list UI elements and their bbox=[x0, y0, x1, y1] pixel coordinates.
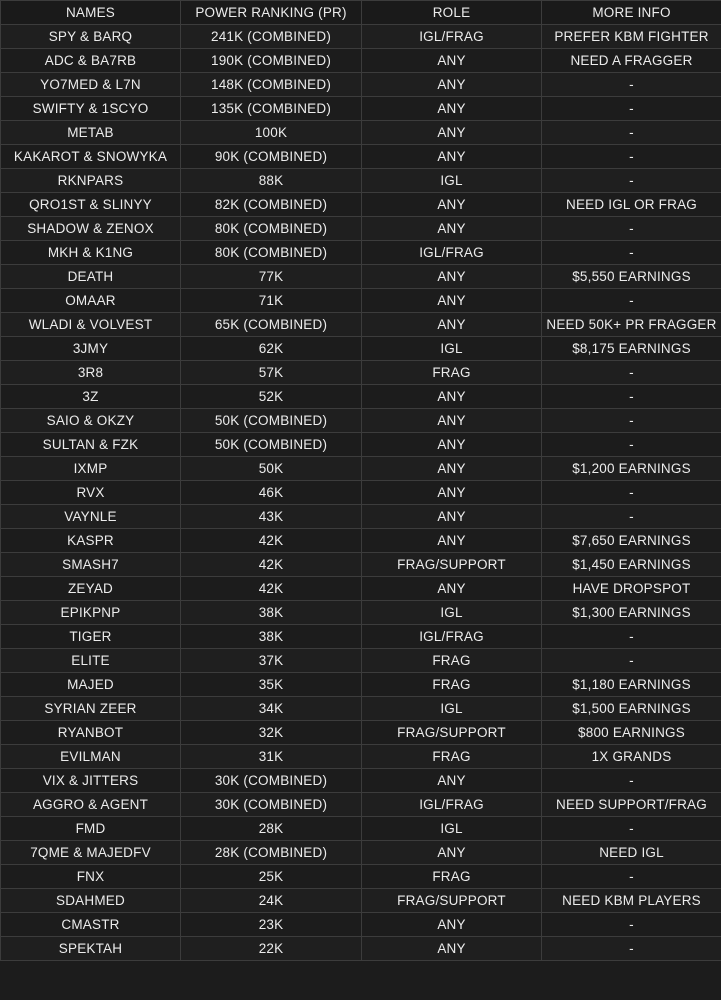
cell-role: FRAG/SUPPORT bbox=[362, 889, 542, 913]
cell-power-ranking: 35K bbox=[181, 673, 362, 697]
cell-power-ranking: 22K bbox=[181, 937, 362, 961]
cell-power-ranking: 77K bbox=[181, 265, 362, 289]
cell-name: WLADI & VOLVEST bbox=[1, 313, 181, 337]
cell-power-ranking: 31K bbox=[181, 745, 362, 769]
table-header bbox=[1, 1, 721, 25]
cell-more-info: - bbox=[542, 217, 721, 241]
cell-more-info: - bbox=[542, 505, 721, 529]
cell-more-info: - bbox=[542, 913, 721, 937]
cell-more-info: - bbox=[542, 625, 721, 649]
table-row bbox=[1, 505, 721, 529]
cell-power-ranking: 71K bbox=[181, 289, 362, 313]
cell-role: ANY bbox=[362, 841, 542, 865]
cell-more-info: PREFER KBM FIGHTER bbox=[542, 25, 721, 49]
cell-power-ranking: 135K (COMBINED) bbox=[181, 97, 362, 121]
cell-role: IGL bbox=[362, 697, 542, 721]
cell-role: FRAG/SUPPORT bbox=[362, 721, 542, 745]
table-row bbox=[1, 433, 721, 457]
cell-more-info: $7,650 EARNINGS bbox=[542, 529, 721, 553]
cell-power-ranking: 100K bbox=[181, 121, 362, 145]
cell-name: ELITE bbox=[1, 649, 181, 673]
table-row bbox=[1, 361, 721, 385]
table-row bbox=[1, 913, 721, 937]
cell-power-ranking: 50K (COMBINED) bbox=[181, 409, 362, 433]
table-row bbox=[1, 457, 721, 481]
table-row bbox=[1, 841, 721, 865]
cell-role: ANY bbox=[362, 937, 542, 961]
table-row bbox=[1, 577, 721, 601]
cell-power-ranking: 32K bbox=[181, 721, 362, 745]
cell-power-ranking: 34K bbox=[181, 697, 362, 721]
table-row bbox=[1, 169, 721, 193]
cell-name: FNX bbox=[1, 865, 181, 889]
table-row bbox=[1, 121, 721, 145]
cell-name: EPIKPNP bbox=[1, 601, 181, 625]
cell-power-ranking: 90K (COMBINED) bbox=[181, 145, 362, 169]
table-row bbox=[1, 649, 721, 673]
cell-more-info: NEED 50K+ PR FRAGGER bbox=[542, 313, 721, 337]
table-row bbox=[1, 697, 721, 721]
cell-power-ranking: 42K bbox=[181, 529, 362, 553]
cell-role: ANY bbox=[362, 265, 542, 289]
cell-name: MAJED bbox=[1, 673, 181, 697]
cell-role: ANY bbox=[362, 505, 542, 529]
cell-more-info: - bbox=[542, 649, 721, 673]
table-row bbox=[1, 481, 721, 505]
table-row bbox=[1, 49, 721, 73]
cell-power-ranking: 38K bbox=[181, 601, 362, 625]
cell-name: SPY & BARQ bbox=[1, 25, 181, 49]
cell-role: IGL bbox=[362, 169, 542, 193]
cell-power-ranking: 23K bbox=[181, 913, 362, 937]
table-row bbox=[1, 241, 721, 265]
cell-power-ranking: 37K bbox=[181, 649, 362, 673]
cell-name: 3R8 bbox=[1, 361, 181, 385]
cell-name: SDAHMED bbox=[1, 889, 181, 913]
cell-more-info: $1,450 EARNINGS bbox=[542, 553, 721, 577]
cell-power-ranking: 50K bbox=[181, 457, 362, 481]
cell-more-info: $5,550 EARNINGS bbox=[542, 265, 721, 289]
cell-more-info: - bbox=[542, 145, 721, 169]
cell-role: ANY bbox=[362, 769, 542, 793]
cell-more-info: - bbox=[542, 121, 721, 145]
cell-role: ANY bbox=[362, 433, 542, 457]
cell-role: ANY bbox=[362, 217, 542, 241]
table-row bbox=[1, 601, 721, 625]
cell-more-info: $1,180 EARNINGS bbox=[542, 673, 721, 697]
cell-name: TIGER bbox=[1, 625, 181, 649]
table-row bbox=[1, 25, 721, 49]
cell-name: METAB bbox=[1, 121, 181, 145]
cell-name: SHADOW & ZENOX bbox=[1, 217, 181, 241]
cell-name: VAYNLE bbox=[1, 505, 181, 529]
cell-role: ANY bbox=[362, 481, 542, 505]
cell-power-ranking: 65K (COMBINED) bbox=[181, 313, 362, 337]
cell-role: ANY bbox=[362, 73, 542, 97]
column-header-more-info: MORE INFO bbox=[542, 1, 721, 25]
cell-name: 7QME & MAJEDFV bbox=[1, 841, 181, 865]
cell-name: SAIO & OKZY bbox=[1, 409, 181, 433]
cell-name: IXMP bbox=[1, 457, 181, 481]
cell-role: IGL bbox=[362, 817, 542, 841]
cell-name: CMASTR bbox=[1, 913, 181, 937]
header-row bbox=[1, 1, 721, 25]
cell-power-ranking: 25K bbox=[181, 865, 362, 889]
cell-role: ANY bbox=[362, 193, 542, 217]
table-row bbox=[1, 793, 721, 817]
cell-name: EVILMAN bbox=[1, 745, 181, 769]
table-row bbox=[1, 73, 721, 97]
cell-power-ranking: 50K (COMBINED) bbox=[181, 433, 362, 457]
cell-more-info: $1,200 EARNINGS bbox=[542, 457, 721, 481]
table-row bbox=[1, 817, 721, 841]
cell-power-ranking: 43K bbox=[181, 505, 362, 529]
cell-role: ANY bbox=[362, 49, 542, 73]
table-row bbox=[1, 937, 721, 961]
cell-role: IGL bbox=[362, 337, 542, 361]
cell-role: ANY bbox=[362, 145, 542, 169]
cell-name: QRO1ST & SLINYY bbox=[1, 193, 181, 217]
cell-power-ranking: 88K bbox=[181, 169, 362, 193]
table-row bbox=[1, 409, 721, 433]
cell-power-ranking: 148K (COMBINED) bbox=[181, 73, 362, 97]
cell-role: IGL/FRAG bbox=[362, 625, 542, 649]
cell-more-info: - bbox=[542, 73, 721, 97]
cell-more-info: - bbox=[542, 241, 721, 265]
cell-more-info: - bbox=[542, 433, 721, 457]
cell-name: AGGRO & AGENT bbox=[1, 793, 181, 817]
table-row bbox=[1, 721, 721, 745]
cell-power-ranking: 42K bbox=[181, 553, 362, 577]
table-row bbox=[1, 337, 721, 361]
cell-more-info: - bbox=[542, 865, 721, 889]
cell-role: ANY bbox=[362, 529, 542, 553]
cell-name: ZEYAD bbox=[1, 577, 181, 601]
cell-more-info: - bbox=[542, 97, 721, 121]
table-row bbox=[1, 625, 721, 649]
cell-power-ranking: 62K bbox=[181, 337, 362, 361]
cell-power-ranking: 28K (COMBINED) bbox=[181, 841, 362, 865]
cell-power-ranking: 30K (COMBINED) bbox=[181, 769, 362, 793]
cell-power-ranking: 38K bbox=[181, 625, 362, 649]
cell-name: ADC & BA7RB bbox=[1, 49, 181, 73]
cell-more-info: - bbox=[542, 409, 721, 433]
cell-role: ANY bbox=[362, 409, 542, 433]
cell-more-info: $1,300 EARNINGS bbox=[542, 601, 721, 625]
cell-role: IGL/FRAG bbox=[362, 25, 542, 49]
table-row bbox=[1, 673, 721, 697]
cell-role: FRAG bbox=[362, 673, 542, 697]
cell-more-info: HAVE DROPSPOT bbox=[542, 577, 721, 601]
cell-more-info: $800 EARNINGS bbox=[542, 721, 721, 745]
cell-name: RYANBOT bbox=[1, 721, 181, 745]
cell-power-ranking: 46K bbox=[181, 481, 362, 505]
cell-role: FRAG bbox=[362, 649, 542, 673]
cell-name: 3JMY bbox=[1, 337, 181, 361]
cell-more-info: 1X GRANDS bbox=[542, 745, 721, 769]
cell-more-info: - bbox=[542, 385, 721, 409]
cell-name: SULTAN & FZK bbox=[1, 433, 181, 457]
cell-role: ANY bbox=[362, 913, 542, 937]
column-header-role: ROLE bbox=[362, 1, 542, 25]
cell-name: SPEKTAH bbox=[1, 937, 181, 961]
cell-name: 3Z bbox=[1, 385, 181, 409]
cell-role: ANY bbox=[362, 577, 542, 601]
cell-power-ranking: 190K (COMBINED) bbox=[181, 49, 362, 73]
cell-name: OMAAR bbox=[1, 289, 181, 313]
cell-role: FRAG/SUPPORT bbox=[362, 553, 542, 577]
cell-more-info: - bbox=[542, 169, 721, 193]
cell-name: DEATH bbox=[1, 265, 181, 289]
cell-power-ranking: 80K (COMBINED) bbox=[181, 241, 362, 265]
table-row bbox=[1, 889, 721, 913]
cell-role: ANY bbox=[362, 121, 542, 145]
cell-more-info: - bbox=[542, 481, 721, 505]
cell-more-info: $1,500 EARNINGS bbox=[542, 697, 721, 721]
table-row bbox=[1, 769, 721, 793]
cell-power-ranking: 57K bbox=[181, 361, 362, 385]
cell-power-ranking: 82K (COMBINED) bbox=[181, 193, 362, 217]
cell-role: ANY bbox=[362, 289, 542, 313]
table-row bbox=[1, 385, 721, 409]
cell-power-ranking: 24K bbox=[181, 889, 362, 913]
table-row bbox=[1, 289, 721, 313]
cell-power-ranking: 42K bbox=[181, 577, 362, 601]
table-body bbox=[1, 25, 721, 961]
cell-name: RKNPARS bbox=[1, 169, 181, 193]
cell-name: MKH & K1NG bbox=[1, 241, 181, 265]
cell-name: KASPR bbox=[1, 529, 181, 553]
cell-power-ranking: 28K bbox=[181, 817, 362, 841]
table-row bbox=[1, 97, 721, 121]
table-row bbox=[1, 553, 721, 577]
cell-power-ranking: 80K (COMBINED) bbox=[181, 217, 362, 241]
cell-more-info: NEED IGL OR FRAG bbox=[542, 193, 721, 217]
cell-name: YO7MED & L7N bbox=[1, 73, 181, 97]
cell-more-info: - bbox=[542, 289, 721, 313]
cell-more-info: - bbox=[542, 817, 721, 841]
cell-power-ranking: 52K bbox=[181, 385, 362, 409]
cell-name: VIX & JITTERS bbox=[1, 769, 181, 793]
table-row bbox=[1, 193, 721, 217]
cell-role: FRAG bbox=[362, 865, 542, 889]
cell-more-info: NEED KBM PLAYERS bbox=[542, 889, 721, 913]
cell-role: ANY bbox=[362, 385, 542, 409]
cell-role: FRAG bbox=[362, 745, 542, 769]
cell-name: SMASH7 bbox=[1, 553, 181, 577]
cell-name: SYRIAN ZEER bbox=[1, 697, 181, 721]
cell-role: ANY bbox=[362, 457, 542, 481]
cell-power-ranking: 30K (COMBINED) bbox=[181, 793, 362, 817]
cell-role: ANY bbox=[362, 313, 542, 337]
column-header-names: NAMES bbox=[1, 1, 181, 25]
cell-more-info: - bbox=[542, 769, 721, 793]
table-row bbox=[1, 265, 721, 289]
cell-name: FMD bbox=[1, 817, 181, 841]
column-header-power-ranking: POWER RANKING (PR) bbox=[181, 1, 362, 25]
cell-name: SWIFTY & 1SCYO bbox=[1, 97, 181, 121]
cell-more-info: $8,175 EARNINGS bbox=[542, 337, 721, 361]
cell-role: ANY bbox=[362, 97, 542, 121]
table-row bbox=[1, 529, 721, 553]
cell-role: IGL/FRAG bbox=[362, 793, 542, 817]
cell-name: RVX bbox=[1, 481, 181, 505]
cell-more-info: - bbox=[542, 937, 721, 961]
table-row bbox=[1, 865, 721, 889]
cell-role: IGL bbox=[362, 601, 542, 625]
cell-more-info: NEED SUPPORT/FRAG bbox=[542, 793, 721, 817]
cell-role: FRAG bbox=[362, 361, 542, 385]
cell-more-info: - bbox=[542, 361, 721, 385]
table-row bbox=[1, 145, 721, 169]
table-row bbox=[1, 313, 721, 337]
table-row bbox=[1, 745, 721, 769]
cell-name: KAKAROT & SNOWYKA bbox=[1, 145, 181, 169]
cell-more-info: NEED IGL bbox=[542, 841, 721, 865]
table-row bbox=[1, 217, 721, 241]
cell-role: IGL/FRAG bbox=[362, 241, 542, 265]
cell-more-info: NEED A FRAGGER bbox=[542, 49, 721, 73]
cell-power-ranking: 241K (COMBINED) bbox=[181, 25, 362, 49]
